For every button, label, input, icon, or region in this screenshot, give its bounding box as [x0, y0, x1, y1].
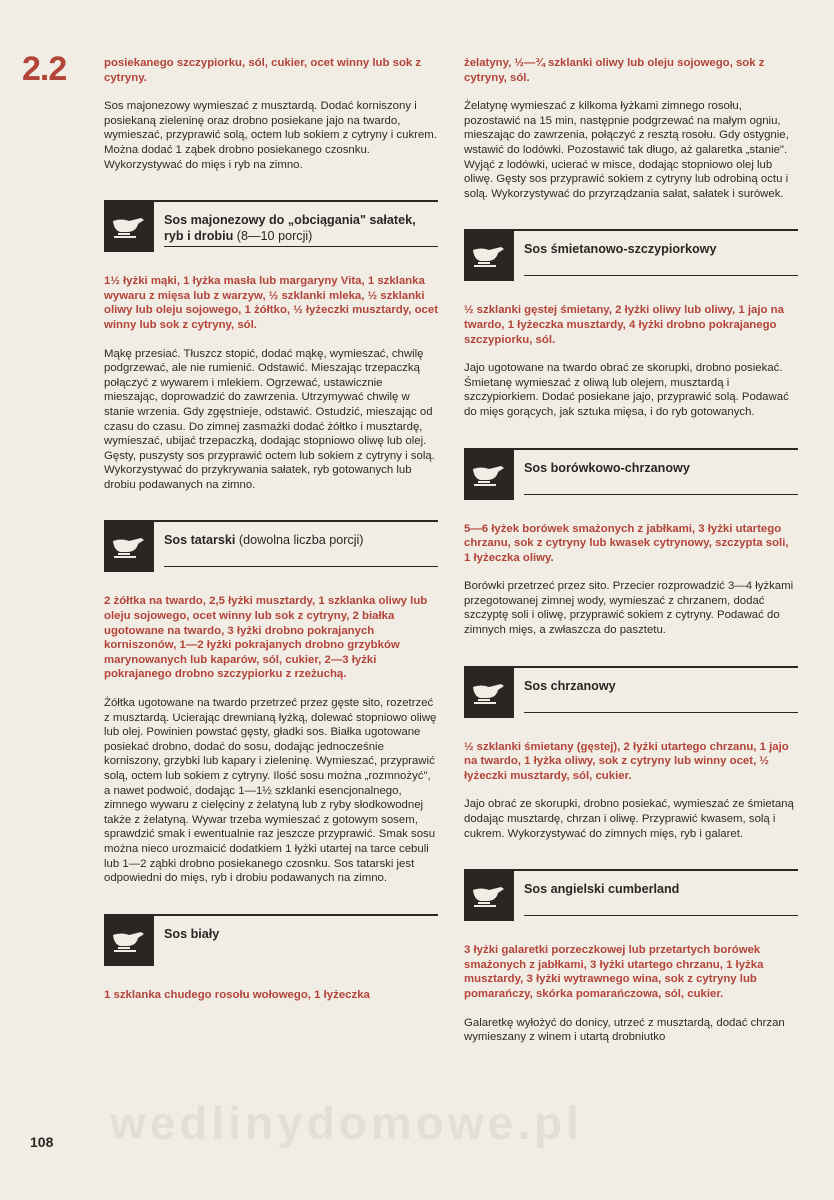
gravy-boat-icon: [464, 668, 514, 718]
divider: [104, 914, 438, 916]
instructions-text: Sos majonezowy wymieszać z musztardą. Dodać korniszony i posiekaną zieleninę oraz drobno posiekane jajo na twardo, wymieszać, przyprawić solą, octem lub sokiem z cytryny i cukrem. Można dodać 1 ząbek drobno posiekanego czosnku. Wykorzystywać do mięs i ryb na zimno.: [104, 100, 437, 171]
recipe-title: Sos borówkowo-chrzanowy: [524, 460, 690, 475]
instructions-text: Żelatynę wymieszać z kilkoma łyżkami zimnego rosołu, pozostawić na 15 min, następnie podgrzewać na małym ogniu, mieszając do zawrzenia, połączyć z resztą rosołu. Gdy ostygnie, wstawić do lodówki. Pozostawić tak długo, aż galaretka „stanie". Wyjąć z lodówki, ucierać w misce, dodając stopniowo olej lub oliwę. Gęsty sos przyprawić sokiem z cytryny lub odrobiną octu i solą. Wykorzystywać do przyrządzania sałat, sałatek i surówek.: [464, 100, 789, 200]
ingredients-text: 3 łyżki galaretki porzeczkowej lub przetartych borówek smażonych z jabłkami, 3 łyżki utartego chrzanu, 1 łyżka musztardy, 3 łyżki wytrawnego wina, sok z cytryny lub pomarańczy, skórka pomarańczowa, sól, cukier.: [464, 944, 764, 1000]
divider: [464, 448, 798, 450]
watermark: wedlinydomowe.pl: [110, 1097, 583, 1149]
left-column: [104, 56, 438, 1016]
ingredients-text: 1 szklanka chudego rosołu wołowego, 1 łyżeczka: [104, 988, 370, 1001]
recipe-header: [104, 196, 438, 260]
gravy-boat-icon: [104, 522, 154, 572]
recipe-title: Sos tatarski (dowolna liczba porcji): [164, 533, 364, 548]
recipe-title: Sos śmietanowo-szczypiorkowy: [524, 242, 717, 257]
divider: [164, 246, 438, 247]
recipe-header: [104, 910, 438, 974]
divider: [164, 566, 438, 567]
right-column: [464, 56, 798, 1069]
gravy-boat-icon: [464, 450, 514, 500]
divider: [464, 869, 798, 871]
ingredients-text: ½ szklanki śmietany (gęstej), 2 łyżki utartego chrzanu, 1 jajo na twardo, 1 łyżka oliwy, sok z cytryny lub winny ocet, ½ łyżeczki musztardy, sól, cukier.: [464, 740, 789, 782]
gravy-boat-icon: [104, 202, 154, 252]
instructions-text: Galaretkę wyłożyć do donicy, utrzeć z musztardą, dodać chrzan wymieszany z winem i utartą drobniutko: [464, 1016, 785, 1044]
ingredients-text: żelatyny, ½—¾ szklanki oliwy lub oleju sojowego, sok z cytryny, sól.: [464, 57, 765, 84]
divider: [524, 494, 798, 495]
recipe-title: Sos chrzanowy: [524, 678, 616, 693]
divider: [524, 275, 798, 276]
recipe-title: Sos biały: [164, 926, 220, 941]
instructions-text: Mąkę przesiać. Tłuszcz stopić, dodać mąkę, wymieszać, chwilę podgrzewać, ale nie rumienić. Odstawić. Mieszając trzepaczką połączyć z wywarem i mlekiem. Ogrzewać, ustawicznie mieszając, doprowadzić do zawrzenia. Utrzymywać chwilę w stanie wrzenia. Gdy zgęstnieje, odstawić. Ostudzić, mieszając od czasu do czasu. Do zimnej zasmażki dodać żółtko i musztardę, wymieszać, ubijać trzepaczką, dodając stopniowo oliwę lub olej. Gęsty, puszysty sos przyprawić octem lub sokiem z cytryny i solą. Wykorzystywać do przykrywania sałatek, ryb gotowanych lub drobiu podawanych na zimno.: [104, 347, 435, 491]
instructions-text: Jajo ugotowane na twardo obrać ze skorupki, drobno posiekać. Śmietanę wymieszać z oliwą lub olejem, musztardą i szczypiorkiem. Dodać posiekane jajo, przyprawić solą. Podawać do mięs gorących, jak sztuka mięsa, i do ryb gotowanych.: [464, 362, 789, 418]
divider: [464, 666, 798, 668]
ingredients-text: 2 żółtka na twardo, 2,5 łyżki musztardy, 1 szklanka oliwy lub oleju sojowego, ocet winny lub sok z cytryny, 2 białka ugotowane na twardo, 3 łyżki drobno pokrajanych korniszonów, 1—2 łyżki pokrajanych drobno grzybków marynowanych lub kaparów, sól, cukier, 2—3 łyżki pokrajanego drobno szczypiorku z rzeżuchą.: [104, 595, 428, 681]
gravy-boat-icon: [464, 871, 514, 921]
instructions-text: Żółtka ugotowane na twardo przetrzeć przez gęste sito, rozetrzeć z musztardą. Ucierając drewnianą łyżką, dolewać stopniowo oliwę lub olej. Powinien powstać gęsty, gładki sos. Białka ugotowane posiekać drobno, dodać do sosu, dodając jednocześnie korniszony, grzybki lub kapary i zieleninę. Wymieszać, przyprawić solą, octem lub sokiem z cytryny. Ilość sosu można „rozmnożyć", a nawet podwoić, dodając 1—1½ szklanki esencjonalnego, zimnego wywaru z cielęciny z żelatyną lub z ryby słodkowodnej także z żelatyną. Wywar trzeba wymieszać z gotowym sosem, sprawdzić smak i ewentualnie raz jeszcze przyprawić. Smak sosu można nieco urozmaicić dodatkiem 1 łyżki utartej na tarce cebuli lub 1—2 ząbki drobno posiekanego czosnku. Sos tatarski jest odpowiedni do mięs, ryb i drobiu podawanych na zimno.: [104, 697, 437, 885]
recipe-header: [464, 865, 798, 929]
ingredients-text: posiekanego szczypiorku, sól, cukier, ocet winny lub sok z cytryny.: [104, 57, 422, 84]
divider: [104, 520, 438, 522]
gravy-boat-icon: [104, 916, 154, 966]
ingredients-text: ½ szklanki gęstej śmietany, 2 łyżki oliwy lub oliwy, 1 jajo na twardo, 1 łyżeczka musztardy, 4 łyżki drobno pokrajanego szczypiorku, sól.: [464, 304, 784, 346]
instructions-text: Borówki przetrzeć przez sito. Przecier rozprowadzić 3—4 łyżkami przegotowanej zimnej wody, wymieszać z chrzanem, dodać szczyptę soli i oliwę, przyprawić sokiem z cytryny. Podawać do zimnych mięs, a zwłaszcza do pasztetu.: [464, 580, 794, 637]
divider: [464, 229, 798, 231]
recipe-header: [104, 516, 438, 580]
recipe-header: [464, 225, 798, 289]
divider: [524, 712, 798, 713]
recipe-header: [464, 444, 798, 508]
ingredients-text: 5—6 łyżek borówek smażonych z jabłkami, 3 łyżki utartego chrzanu, sok z cytryny lub kwasek cytrynowy, szczypta soli, 1 łyżeczka oliwy.: [464, 522, 789, 564]
gravy-boat-icon: [464, 231, 514, 281]
recipe-header: [464, 662, 798, 726]
recipe-title: Sos angielski cumberland: [524, 882, 680, 897]
page-number: 108: [30, 1134, 54, 1150]
ingredients-text: 1½ łyżki mąki, 1 łyżka masła lub margaryny Vita, 1 szklanka wywaru z mięsa lub z warzyw, ½ szklanki mleka, ½ szklanki oliwy lub oleju sojowego, 1 żółtko, ½ łyżeczki musztardy, ocet winny lub sok z cytryny, sól.: [104, 275, 438, 331]
divider: [524, 915, 798, 916]
instructions-text: Jajo obrać ze skorupki, drobno posiekać, wymieszać ze śmietaną dodając musztardę, chrzan i oliwę. Przyprawić kwasem, solą i cukrem. Wykorzystywać do zimnych mięs, ryb i galaret.: [464, 798, 794, 840]
recipe-title: Sos majonezowy do „obciągania" sałatek, ryb i drobiu (8—10 porcji): [164, 213, 416, 244]
chapter-number: 2.2: [22, 50, 67, 88]
divider: [104, 200, 438, 202]
